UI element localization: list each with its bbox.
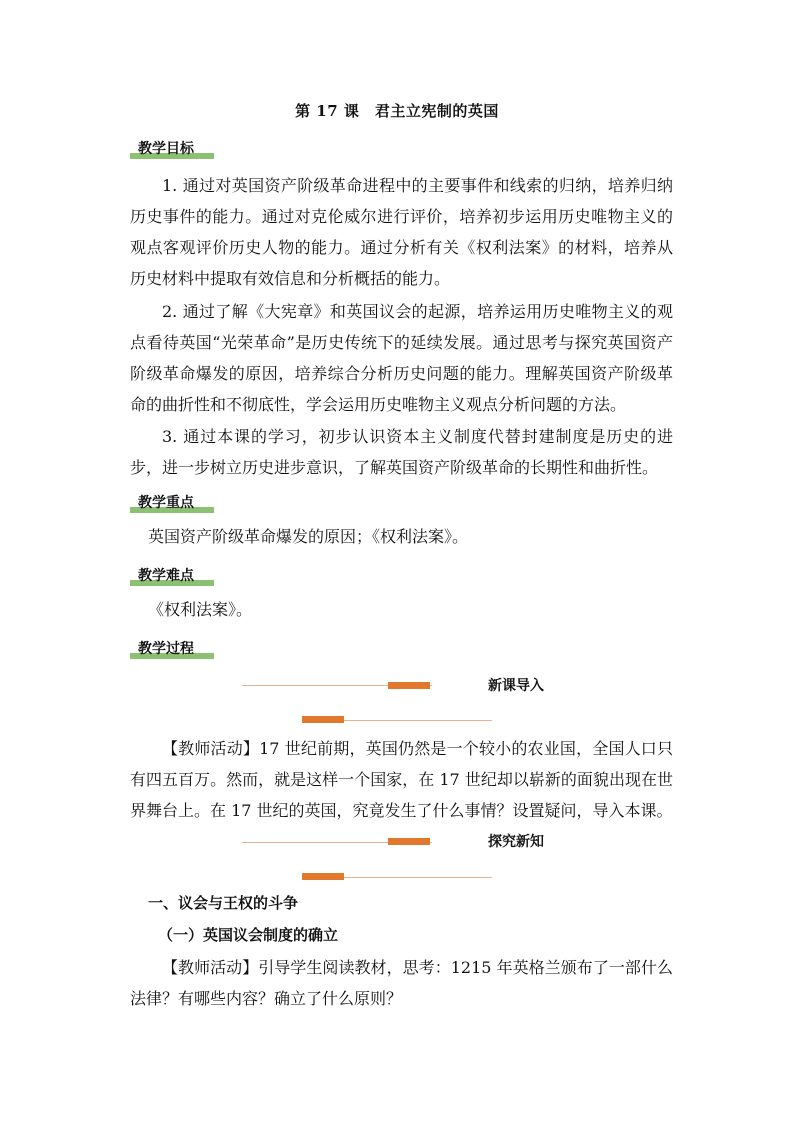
lesson-title: 第 17 课 君主立宪制的英国: [295, 102, 499, 120]
key-points-text: 英国资产阶级革命爆发的原因；《权利法案》。: [148, 527, 469, 546]
section-heading-difficulties: [130, 565, 214, 587]
intro-paragraph: 【教师活动】17 世纪前期，英国仍然是一个较小的农业国，全国人口只有四五百万。然而，就是这样一个国家，在 17 世纪却以崭新的面貌出现在世界舞台上。在 17 世纪的英国，究竟发生了什么事情？设置疑问，导入本课。: [130, 739, 673, 820]
section-heading-objectives: [130, 138, 214, 160]
section-heading-key-points: [130, 492, 214, 514]
divider-accent-top: [388, 682, 430, 689]
section-label: 教学过程: [138, 641, 194, 657]
difficulties-text: 《权利法案》。: [148, 600, 253, 619]
section-heading-process: [130, 638, 214, 660]
section-label: 教学难点: [138, 568, 194, 584]
divider-accent-bottom: [302, 873, 344, 880]
intro-title: 新课导入: [488, 678, 544, 694]
explore-heading-1: 一、议会与王权的斗争: [148, 894, 299, 912]
objective-paragraph-1: 1. 通过对英国资产阶级革命进程中的主要事件和线索的归纳，培养归纳历史事件的能力。通过对克伦威尔进行评价，培养初步运用历史唯物主义的观点客观评价历史人物的能力。通过分析有关《权利法案》的材料，培养从历史材料中提取有效信息和分析概括的能力。: [130, 176, 673, 288]
divider-accent-top: [388, 838, 430, 845]
section-label: 教学重点: [138, 495, 194, 511]
explore-heading-2: （一）英国议会制度的确立: [158, 926, 339, 944]
divider-accent-bottom: [302, 716, 344, 723]
section-label: 教学目标: [138, 141, 194, 157]
objective-paragraph-3: 3. 通过本课的学习，初步认识资本主义制度代替封建制度是历史的进步，进一步树立历史进步意识，了解英国资产阶级革命的长期性和曲折性。: [130, 427, 673, 477]
objective-paragraph-2: 2. 通过了解《大宪章》和英国议会的起源，培养运用历史唯物主义的观点看待英国“光荣革命”是历史传统下的延续发展。通过思考与探究英国资产阶级革命爆发的原因，培养综合分析历史问题的能力。理解英国资产阶级革命的曲折性和不彻底性，学会运用历史唯物主义观点分析问题的方法。: [130, 302, 673, 414]
explore-paragraph: 【教师活动】引导学生阅读教材，思考：1215 年英格兰颁布了一部什么法律？有哪些内容？确立了什么原则？: [130, 958, 673, 1008]
explore-title: 探究新知: [488, 834, 544, 850]
